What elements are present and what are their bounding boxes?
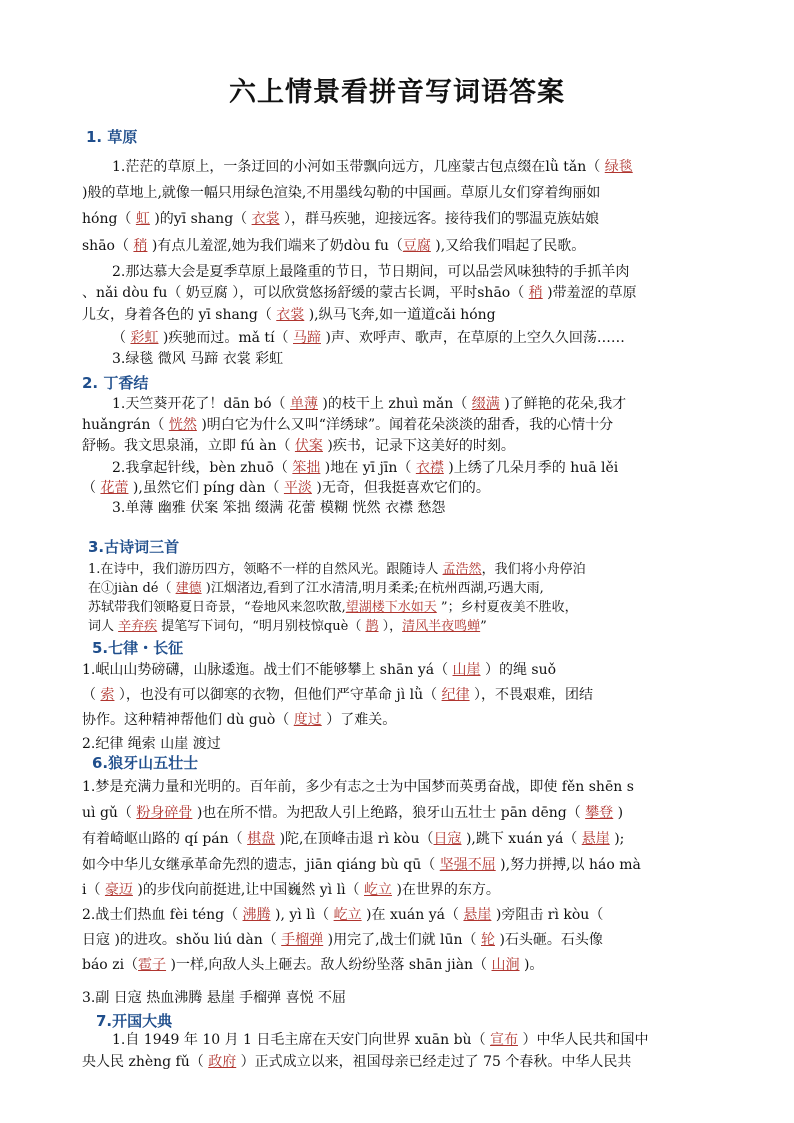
line-text: ）中华人民共和国中 [518,1032,649,1048]
answer-word: 度过 [293,712,322,728]
line-text: 如今中华儿女继承革命先烈的遗志，jiān qiáng bù qū（ [82,857,440,873]
text-line [82,931,603,949]
line-text: )旁阻击 rì kòu（ [491,907,604,923]
answer-word: 雹子 [138,957,167,973]
line-text: 央人民 zhèng fǔ（ [82,1054,209,1070]
section-heading-langyashan: 6.狼牙山五壮士 [92,754,199,772]
answer-word: 平淡 [283,480,312,496]
line-text: )在世界的东方。 [392,882,500,898]
line-text: 2.纪律 绳索 山崖 渡过 [82,736,221,752]
answer-word: 稍 [133,238,148,254]
text-line [112,459,618,477]
text-line [82,711,396,729]
answer-word: 棋盘 [247,831,276,847]
line-text: ), yì lì（ [270,907,334,923]
text-line [112,158,633,176]
text-line [82,906,603,924]
text-line [82,686,593,704]
answer-word: 政府 [208,1054,237,1070]
answer-word: 索 [100,687,115,703]
text-line [82,881,500,899]
line-text: 3.副 日寇 热血沸腾 悬崖 手榴弹 喜悦 不屈 [82,990,347,1006]
line-text: 1.岷山山势磅礴，山脉逶迤。战士们不能够攀上 shān yá（ [82,662,453,678]
line-text: ），也没有可以御寒的衣物，但他们严守革命 jì lǜ（ [114,687,442,703]
line-text: )石头砸。石头像 [495,932,603,948]
answer-word: 虹 [135,211,150,227]
line-text: 2.我拿起针线，bèn zhuō（ [112,460,293,476]
line-text: ，我们将小舟停泊 [481,562,586,577]
answer-word: 宣布 [490,1032,519,1048]
text-line [112,1031,648,1049]
answer-word: 豆腐 [402,238,431,254]
answer-word: 屹立 [364,882,392,898]
line-text: )用完了,战士们就 lūn（ [323,932,481,948]
line-text: )。 [519,957,544,973]
line-text: 2.那达慕大会是夏季草原上最隆重的节日，节日期间，可以品尝风味独特的手抓羊肉 [112,264,630,280]
line-text: 1.天竺葵开花了！dān bó（ [112,396,290,412]
line-text: )明白它为什么又叫“洋绣球”。闻着花朵淡淡的甜香，我的心情十分 [196,417,614,433]
line-text: 苏轼带我们领略夏日奇景，“卷地风来忽吹散, [88,600,346,615]
line-text: )江烟渚边,看到了江水清清,明月柔柔;在杭州西湖,巧遇大雨, [201,581,544,596]
answer-word: 建德 [175,581,202,596]
answer-word: 缀满 [471,396,500,412]
text-line [82,778,634,796]
line-text: )了鲜艳的花朵,我才 [499,396,627,412]
answer-word: 豪迈 [104,882,133,898]
line-text: （ [82,687,101,703]
line-text: ),纵马飞奔,如一道道cǎi hóng [304,307,496,323]
answer-word: 彩虹 [130,330,159,346]
answer-word: 山涧 [491,957,520,973]
answer-word: 鹊 [365,619,379,634]
line-text: 1.梦是充满力量和光明的。百年前，多少有志之士为中国梦而英勇奋战，即使 fěn shēn s [82,779,634,795]
line-text: 3.单薄 幽雅 伏案 笨拙 缀满 花蕾 模糊 恍然 衣襟 愁怨 [112,500,446,516]
section-heading-changzheng: 5.七律・长征 [92,639,184,657]
answer-word: 衣裳 [251,211,280,227]
text-line [82,210,599,228]
answer-word: 沸腾 [242,907,271,923]
text-line [82,416,613,434]
answer-word: 粉身碎骨 [136,805,193,821]
answer-word: 衣襟 [415,460,444,476]
line-text: 舒畅。我文思泉涌，立即 fú àn（ [82,438,295,454]
line-text: ）， [378,619,403,634]
line-text: 3.绿毯 微风 马蹄 衣裳 彩虹 [112,351,284,367]
text-line [82,735,221,753]
line-text: 1.在诗中，我们游历四方，领略不一样的自然风光。跟随诗人 [88,562,443,577]
line-text: )的步伐向前挺进,让中国巍然 yì lì（ [132,882,364,898]
answer-word: 山崖 [452,662,481,678]
line-text: ”；乡村夏夜美不胜收， [436,600,578,615]
text-line [82,661,556,679]
section-heading-kaiguodadian: 7.开国大典 [96,1012,173,1030]
line-text: báo zi（ [82,957,139,973]
line-text: 词人 [88,619,119,634]
text-line [88,618,487,635]
answer-word: 单薄 [289,396,318,412]
answer-word: 孟浩然 [442,562,482,577]
answer-word: 伏案 [294,438,323,454]
line-text: )有点儿羞涩,她为我们端来了奶dòu fu（ [147,238,403,254]
line-text: 儿女，身着各色的 yī shang（ [82,307,277,323]
text-line [82,284,637,302]
line-text: ),又给我们唱起了民歌。 [430,238,586,254]
text-line [88,599,578,616]
answer-word: 坚强不屈 [439,857,496,873]
answer-word: 日寇 [433,831,462,847]
text-line [82,804,623,822]
line-text: i（ [82,882,105,898]
text-line [82,479,490,497]
text-line [82,237,585,255]
line-text: 在①jiàn dé（ [88,581,176,596]
line-text: 有着崎岖山路的 qí pán（ [82,831,248,847]
text-line [82,1053,631,1071]
line-text: ),虽然它们 píng dàn（ [128,480,284,496]
line-text: )带羞涩的草原 [542,285,637,301]
line-text: )也在所不惜。为把敌人引上绝路，狼牙山五壮士 pān dēng（ [192,805,586,821]
text-line [112,263,629,281]
line-text: )在 xuán yá（ [361,907,464,923]
section-heading-dingxiangjie: 2. 丁香结 [82,374,149,392]
line-text: )地在 yī jīn（ [320,460,416,476]
line-text: 2.战士们热血 fèi téng（ [82,907,243,923]
page-title: 六上情景看拼音写词语答案 [229,77,565,108]
line-text: hóng（ [82,211,136,227]
line-text: ” [480,619,487,634]
line-text: 协作。这种精神帮他们 dù guò（ [82,712,294,728]
answer-word: 花蕾 [100,480,129,496]
text-line [82,856,641,874]
line-text: )疾驰而过。mǎ tí（ [158,330,293,346]
line-text: ）的绳 suǒ [480,662,557,678]
answer-word: 辛弃疾 [118,619,158,634]
text-line [112,329,625,347]
line-text: ),跳下 xuán yá（ [461,831,582,847]
answer-word: 手榴弹 [281,932,324,948]
answer-word: 笨拙 [292,460,321,476]
line-text: 、nǎi dòu fu（ 奶豆腐 ），可以欣赏悠扬舒缓的蒙古长调，平时shāo（ [82,285,529,301]
line-text: 1.自 1949 年 10 月 1 日毛主席在天安门向世界 xuān bù（ [112,1032,491,1048]
answer-word: 马蹄 [293,330,321,346]
line-text: )疾书，记录下这美好的时刻。 [322,438,515,454]
answer-word: 轮 [481,932,495,948]
line-text: ),努力拼搏,以 háo mà [495,857,641,873]
text-line [112,499,445,517]
text-line [82,830,624,848]
text-line [82,437,515,455]
answer-word: 悬崖 [581,831,610,847]
line-text: ），不畏艰难，团结 [469,687,594,703]
section-heading-gushici: 3.古诗词三首 [88,538,180,556]
answer-word: 清风半夜鸣蝉 [402,619,481,634]
line-text: ），群马疾驰，迎接远客。接待我们的鄂温克族姑娘 [279,211,600,227]
line-text: ); [609,831,625,847]
answer-word: 衣裳 [276,307,305,323]
line-text: ）了难关。 [321,712,397,728]
line-text: )一样,向敌人头上砸去。敌人纷纷坠落 shān jiàn（ [166,957,492,973]
line-text: shāo（ [82,238,134,254]
line-text: )的枝干上 zhuì mǎn（ [317,396,472,412]
answer-word: 稍 [528,285,543,301]
answer-word: 恍然 [168,417,197,433]
line-text: （ [82,480,101,496]
line-text: 1.茫茫的草原上，一条迂回的小河如玉带飘向远方，几座蒙古包点缀在lǜ tǎn（ [112,159,605,175]
answer-word: 攀登 [585,805,614,821]
line-text: )陀,在顶峰击退 rì kòu（ [275,831,434,847]
text-line [82,184,600,202]
answer-word: 纪律 [441,687,470,703]
line-text: )声、欢呼声、歌声，在草原的上空久久回荡…… [321,330,625,346]
line-text: uì gǔ（ [82,805,137,821]
line-text: （ [112,330,131,346]
text-line [88,561,586,578]
text-line [82,989,346,1007]
section-heading-caoyuan: 1. 草原 [86,128,138,146]
line-text: )无奇，但我挺喜欢它们的。 [311,480,490,496]
answer-word: 绿毯 [604,159,633,175]
line-text: huǎngrán（ [82,417,169,433]
line-text: 提笔写下词句，“明月别枝惊què（ [157,619,366,634]
line-text: )的yī shang（ [149,211,252,227]
line-text: )般的草地上,就像一幅只用绿色渲染,不用墨线勾勒的中国画。草原儿女们穿着绚丽如 [82,185,601,201]
answer-word: 屹立 [333,907,362,923]
line-text: ）正式成立以来，祖国母亲已经走过了 75 个春秋。中华人民共 [236,1054,632,1070]
line-text: ) [613,805,624,821]
text-line [82,306,496,324]
answer-word: 望湖楼下水如天 [345,600,437,615]
answer-word: 悬崖 [463,907,492,923]
line-text: 日寇 )的进攻。shǒu liú dàn（ [82,932,282,948]
text-line [82,956,543,974]
text-line [112,350,283,368]
line-text: )上绣了几朵月季的 huā lěi [443,460,619,476]
text-line [88,580,544,597]
text-line [112,395,626,413]
